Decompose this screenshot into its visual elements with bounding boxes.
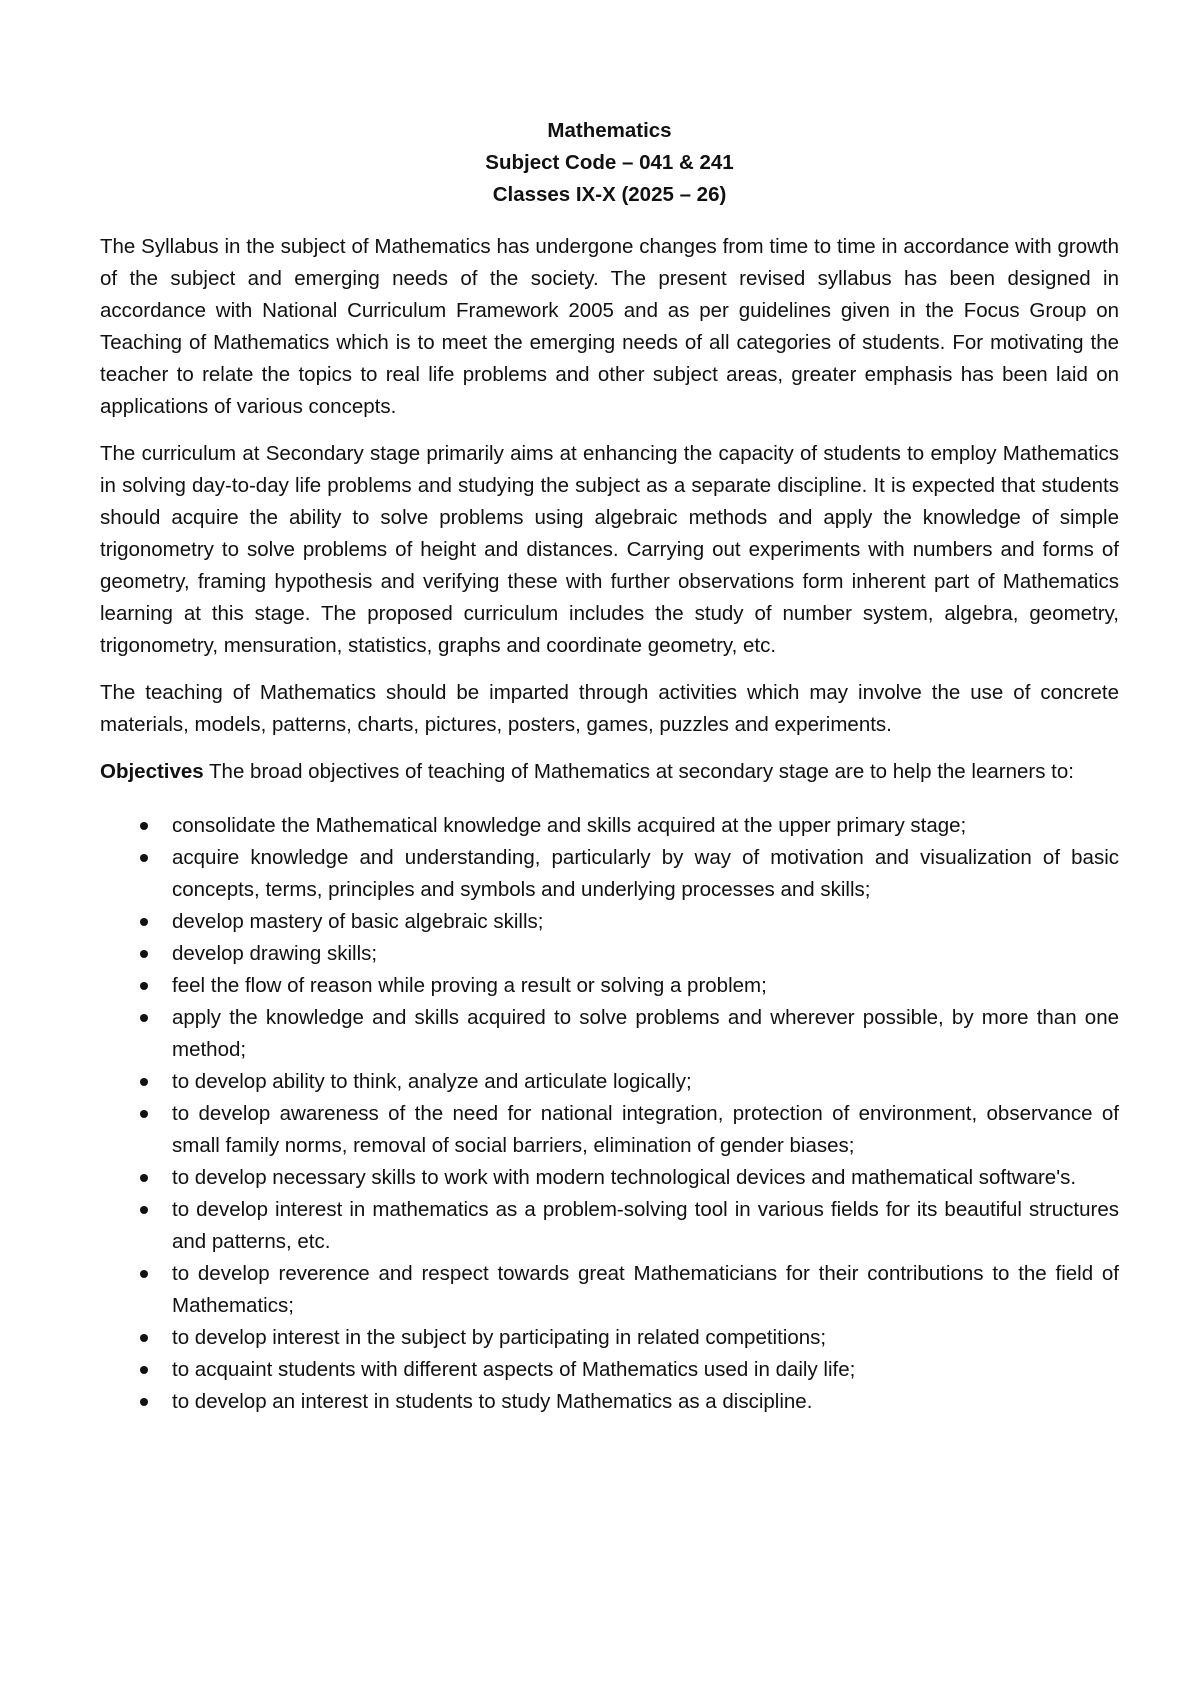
bullet-icon: [140, 918, 148, 926]
bullet-icon: [140, 1014, 148, 1022]
list-item-text: to acquaint students with different aspects of Mathematics used in daily life;: [172, 1358, 856, 1381]
list-item: [100, 1162, 1119, 1194]
document-title: Mathematics: [547, 119, 672, 142]
list-item: [100, 1322, 1119, 1354]
bullet-icon: [140, 1398, 148, 1406]
list-item-text: develop drawing skills;: [172, 942, 378, 965]
list-item: [100, 1066, 1119, 1098]
objectives-label: Objectives: [100, 760, 204, 783]
classes-line: Classes IX-X (2025 – 26): [492, 183, 727, 206]
bullet-icon: [140, 950, 148, 958]
list-item-text: to develop necessary skills to work with modern technological devices and mathematical software's.: [172, 1166, 1077, 1189]
list-item: [100, 970, 1119, 1002]
list-item: [100, 1386, 1119, 1418]
bullet-icon: [140, 1206, 148, 1214]
list-item-text: to develop ability to think, analyze and articulate logically;: [172, 1070, 692, 1093]
list-item: [100, 1258, 1119, 1322]
list-item-text: to develop an interest in students to study Mathematics as a discipline.: [172, 1390, 813, 1413]
paragraph-syllabus: The Syllabus in the subject of Mathematics has undergone changes from time to time in accordance with growth of the subject and emerging needs of the society. The present revised syllabus has been designed in accordance with National Curriculum Framework 2005 and as per guidelines given in the Focus Group on Teaching of Mathematics which is to meet the emerging needs of all categories of students. For motivating the teacher to relate the topics to real life problems and other subject areas, greater emphasis has been laid on applications of various concepts.: [100, 235, 1119, 418]
list-item: [100, 842, 1119, 906]
bullet-icon: [140, 1366, 148, 1374]
list-item: [100, 906, 1119, 938]
list-item-text: develop mastery of basic algebraic skills;: [172, 910, 544, 933]
bullet-icon: [140, 854, 148, 862]
paragraph-curriculum: The curriculum at Secondary stage primarily aims at enhancing the capacity of students to employ Mathematics in solving day-to-day life problems and studying the subject as a separate discipline. It is expected that students should acquire the ability to solve problems using algebraic methods and apply the knowledge of simple trigonometry to solve problems of height and distances. Carrying out experiments with numbers and forms of geometry, framing hypothesis and verifying these with further observations form inherent part of Mathematics learning at this stage. The proposed curriculum includes the study of number system, algebra, geometry, trigonometry, mensuration, statistics, graphs and coordinate geometry, etc.: [100, 442, 1119, 657]
bullet-icon: [140, 1334, 148, 1342]
list-item: [100, 1002, 1119, 1066]
list-item-text: to develop reverence and respect towards great Mathematicians for their contributions to the field of Mathematics;: [172, 1262, 1119, 1317]
objectives-intro: [100, 756, 1119, 788]
bullet-icon: [140, 1270, 148, 1278]
list-item: [100, 1354, 1119, 1386]
list-item-text: to develop interest in the subject by participating in related competitions;: [172, 1326, 827, 1349]
title-block: [100, 115, 1119, 211]
objectives-intro-text: The broad objectives of teaching of Mathematics at secondary stage are to help the learners to:: [203, 760, 1074, 783]
bullet-icon: [140, 1110, 148, 1118]
objectives-list: [100, 810, 1119, 1418]
list-item-text: consolidate the Mathematical knowledge and skills acquired at the upper primary stage;: [172, 814, 967, 837]
paragraph-teaching: The teaching of Mathematics should be imparted through activities which may involve the use of concrete materials, models, patterns, charts, pictures, posters, games, puzzles and experiments.: [100, 681, 1119, 736]
list-item: [100, 810, 1119, 842]
bullet-icon: [140, 1174, 148, 1182]
list-item-text: feel the flow of reason while proving a result or solving a problem;: [172, 974, 767, 997]
list-item-text: to develop awareness of the need for national integration, protection of environment, observance of small family norms, removal of social barriers, elimination of gender biases;: [172, 1102, 1119, 1157]
list-item: [100, 1098, 1119, 1162]
list-item: [100, 1194, 1119, 1258]
list-item-text: apply the knowledge and skills acquired to solve problems and wherever possible, by more than one method;: [172, 1006, 1119, 1061]
bullet-icon: [140, 1078, 148, 1086]
subject-code: Subject Code – 041 & 241: [485, 151, 734, 174]
list-item-text: to develop interest in mathematics as a problem-solving tool in various fields for its beautiful structures and patterns, etc.: [172, 1198, 1119, 1253]
bullet-icon: [140, 822, 148, 830]
list-item-text: acquire knowledge and understanding, particularly by way of motivation and visualization of basic concepts, terms, principles and symbols and underlying processes and skills;: [172, 846, 1119, 901]
bullet-icon: [140, 982, 148, 990]
list-item: [100, 938, 1119, 970]
